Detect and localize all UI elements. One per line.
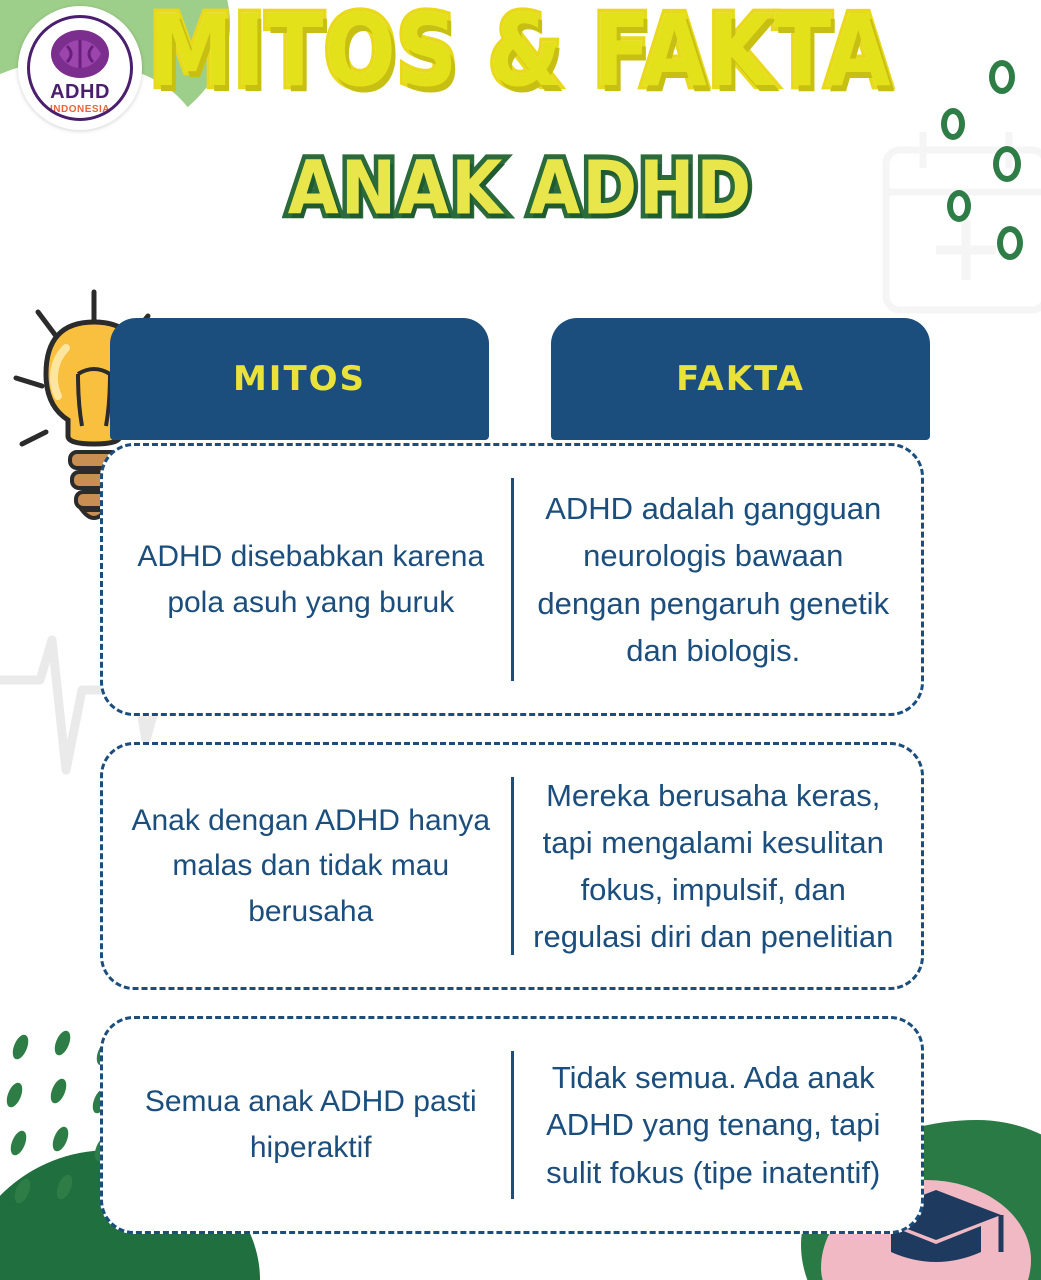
logo-title: ADHD [50, 80, 110, 103]
logo-ring [27, 15, 133, 121]
table-row [100, 742, 924, 990]
row-divider [511, 777, 514, 955]
row-divider [511, 478, 514, 681]
table-row [100, 443, 924, 716]
myth-text: Semua anak ADHD pasti hiperaktif [144, 1085, 477, 1164]
logo-subtitle: INDONESIA [49, 103, 111, 115]
table-row [100, 1016, 924, 1234]
fact-text: Tidak semua. Ada anak ADHD yang tenang, tapi sulit fokus (tipe inatentif) [546, 1060, 881, 1190]
page-title-text: MITOS & FAKTA [149, 0, 892, 109]
fact-text: Mereka berusaha keras, tapi mengalami kesulitan fokus, impulsif, dan regulasi diri dan penelitian [533, 777, 894, 955]
page-subtitle-text: ANAK ADHD [287, 145, 754, 232]
myth-text: ADHD disebabkan karena pola asuh yang buruk [137, 539, 485, 619]
row-divider [511, 1051, 514, 1199]
page-subtitle [0, 145, 1041, 232]
myth-text: Anak dengan ADHD hanya malas dan tidak mau berusaha [131, 803, 491, 928]
myth-fact-table [100, 443, 924, 1260]
column-header-fakta: FAKTA [551, 318, 930, 440]
column-header-mitos: MITOS [110, 318, 489, 440]
brand-logo [18, 6, 142, 130]
fact-text: ADHD adalah gangguan neurologis bawaan dengan pengaruh genetik dan biologis. [537, 491, 890, 668]
table-header-row [110, 318, 930, 440]
